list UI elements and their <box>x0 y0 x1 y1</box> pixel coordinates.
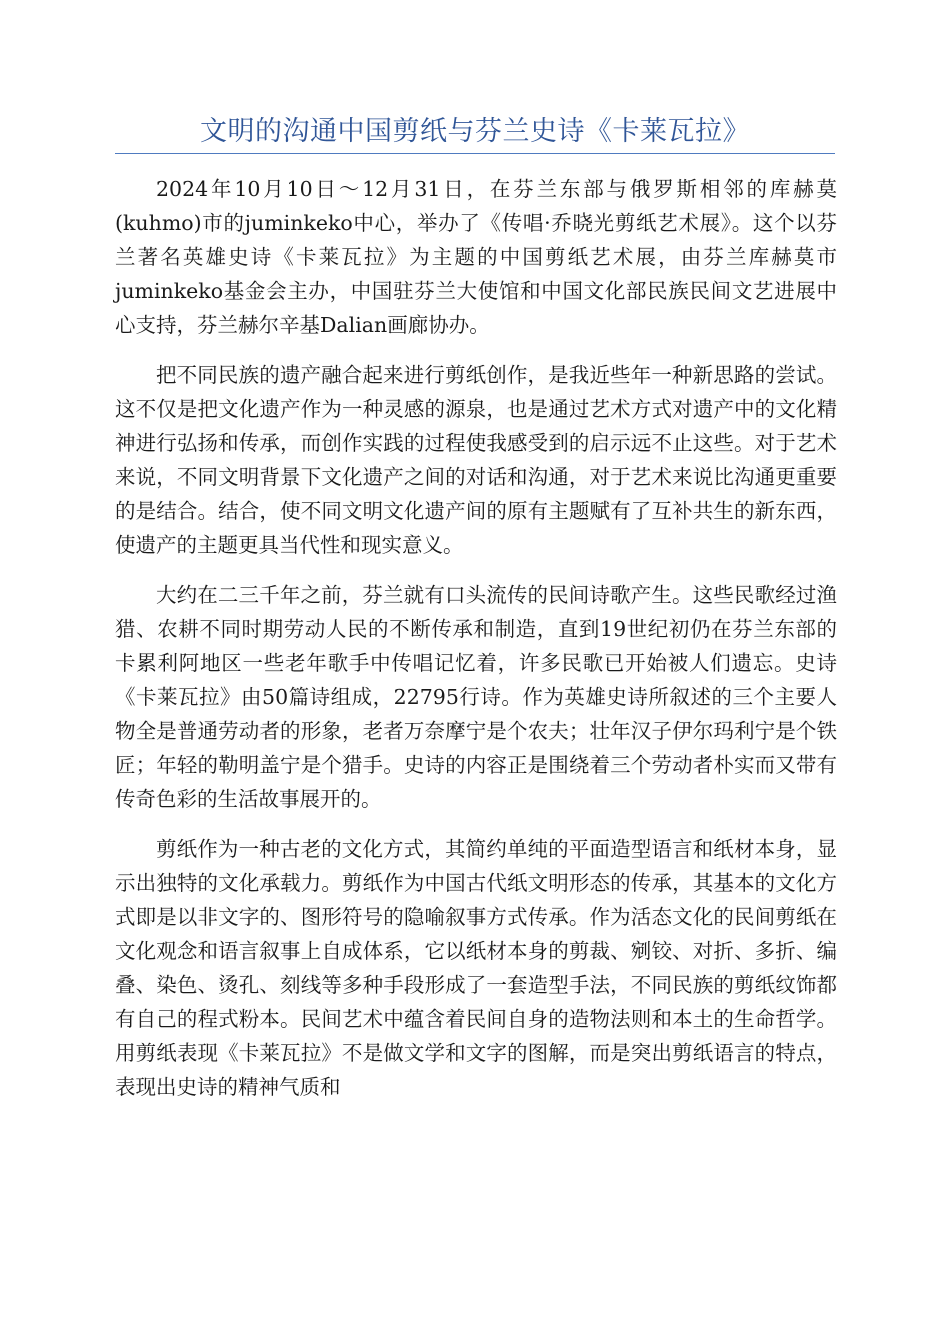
document-body <box>115 172 837 1120</box>
title-underline <box>115 153 835 154</box>
paragraph-exhibition-intro: 2024年10月10日～12月31日，在芬兰东部与俄罗斯相邻的库赫莫(kuhmo)市的juminkeko中心，举办了《传唱·乔晓光剪纸艺术展》。这个以芬兰著名英雄史诗《卡莱瓦拉》为主题的中国剪纸艺术展，由芬兰库赫莫市juminkeko基金会主办，中国驻芬兰大使馆和中国文化部民族民间文艺进展中心支持，芬兰赫尔辛基Dalian画廊协办。 <box>115 177 837 337</box>
paragraph-papercut-culture: 剪纸作为一种古老的文化方式，其简约单纯的平面造型语言和纸材本身，显示出独特的文化承载力。剪纸作为中国古代纸文明形态的传承，其基本的文化方式即是以非文字的、图形符号的隐喻叙事方式传承。作为活态文化的民间剪纸在文化观念和语言叙事上自成体系，它以纸材本身的剪裁、剜铰、对折、多折、编叠、染色、烫孔、刻线等多种手段形成了一套造型手法，不同民族的剪纸纹饰都有自己的程式粉本。民间艺术中蕴含着民间自身的造物法则和本土的生命哲学。用剪纸表现《卡莱瓦拉》不是做文学和文字的图解，而是突出剪纸语言的特点，表现出史诗的精神气质和 <box>115 837 837 1099</box>
document-title: 文明的沟通中国剪纸与芬兰史诗《卡莱瓦拉》 <box>200 116 750 147</box>
paragraph-kalevala-history: 大约在二三千年之前，芬兰就有口头流传的民间诗歌产生。这些民歌经过渔猎、农耕不同时期劳动人民的不断传承和制造，直到19世纪初仍在芬兰东部的卡累利阿地区一些老年歌手中传唱记忆着，许多民歌已开始被人们遗忘。史诗《卡莱瓦拉》由50篇诗组成，22795行诗。作为英雄史诗所叙述的三个主要人物全是普通劳动者的形象，老者万奈摩宁是个农夫；壮年汉子伊尔玛利宁是个铁匠；年轻的勒明盖宁是个猎手。史诗的内容正是围绕着三个劳动者朴实而又带有传奇色彩的生活故事展开的。 <box>115 583 837 811</box>
paragraph-heritage-fusion: 把不同民族的遗产融合起来进行剪纸创作，是我近些年一种新思路的尝试。这不仅是把文化遗产作为一种灵感的源泉，也是通过艺术方式对遗产中的文化精神进行弘扬和传承，而创作实践的过程使我感受到的启示远不止这些。对于艺术来说，不同文明背景下文化遗产之间的对话和沟通，对于艺术来说比沟通更重要的是结合。结合，使不同文明文化遗产间的原有主题赋有了互补共生的新东西，使遗产的主题更具当代性和现实意义。 <box>115 363 837 557</box>
